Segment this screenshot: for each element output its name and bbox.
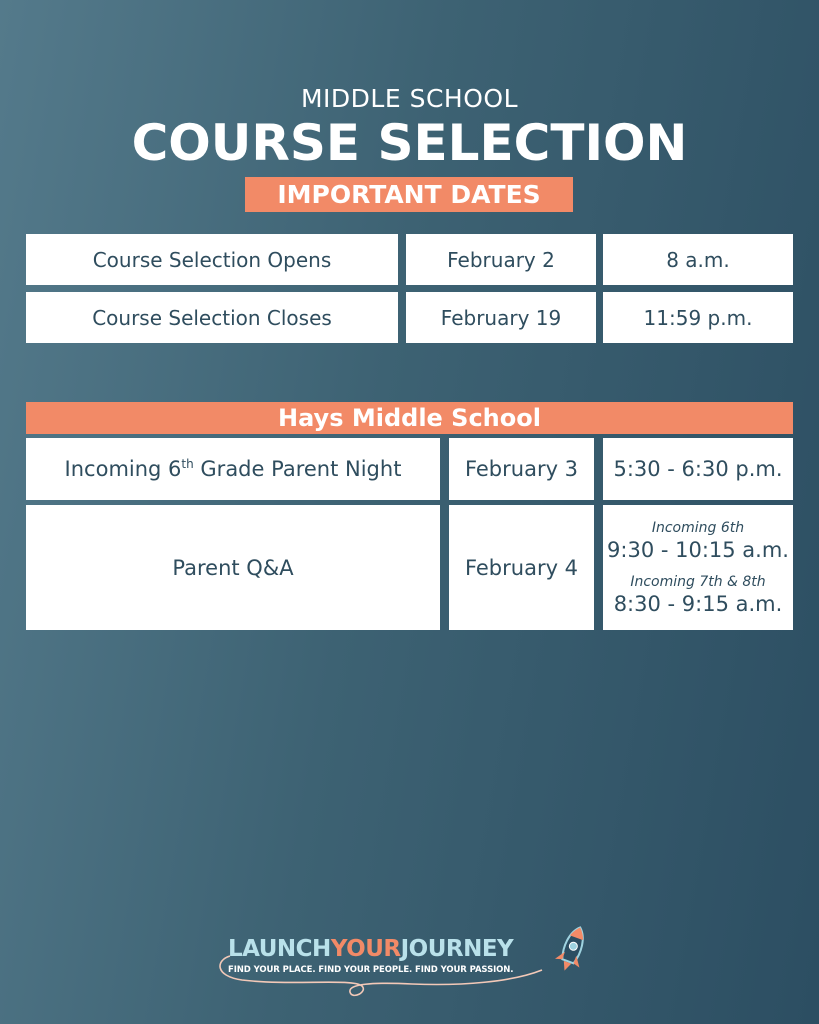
- table-cell-event: Course Selection Closes: [26, 292, 398, 343]
- slot-time: 9:30 - 10:15 a.m.: [607, 537, 789, 562]
- table-cell-event: Parent Q&A: [26, 505, 440, 630]
- header-subtitle: MIDDLE SCHOOL: [300, 84, 519, 113]
- event-text-pre: Incoming 6: [64, 457, 182, 481]
- logo-wordmark: [228, 936, 558, 962]
- slot-grade: Incoming 6th: [651, 519, 745, 536]
- table-cell-date: February 3: [449, 438, 594, 500]
- table-cell-time: 5:30 - 6:30 p.m.: [603, 438, 793, 500]
- important-dates-banner: IMPORTANT DATES: [245, 177, 573, 212]
- logo-tagline: FIND YOUR PLACE. FIND YOUR PEOPLE. FIND YOUR PASSION.: [228, 965, 514, 975]
- event-text-sup: th: [181, 457, 194, 471]
- table-cell-event: Course Selection Opens: [26, 234, 398, 285]
- table-cell-date: February 2: [406, 234, 596, 285]
- table-cell-time: 8 a.m.: [603, 234, 793, 285]
- event-text-post: Grade Parent Night: [193, 457, 402, 481]
- table-cell-time-slots: [603, 505, 793, 630]
- page-title: COURSE SELECTION: [131, 114, 688, 172]
- slot-time: 8:30 - 9:15 a.m.: [613, 591, 783, 616]
- table-cell-date: February 19: [406, 292, 596, 343]
- slot-grade: Incoming 7th & 8th: [630, 573, 766, 590]
- table-cell-date: February 4: [449, 505, 594, 630]
- school-name-banner: Hays Middle School: [26, 402, 793, 434]
- logo-word-your: YOUR: [330, 936, 401, 962]
- rocket-icon: [551, 922, 593, 978]
- logo-word-launch: LAUNCH: [228, 936, 331, 962]
- logo-word-journey: JOURNEY: [400, 936, 514, 962]
- table-cell-event: [26, 438, 440, 500]
- table-cell-time: 11:59 p.m.: [603, 292, 793, 343]
